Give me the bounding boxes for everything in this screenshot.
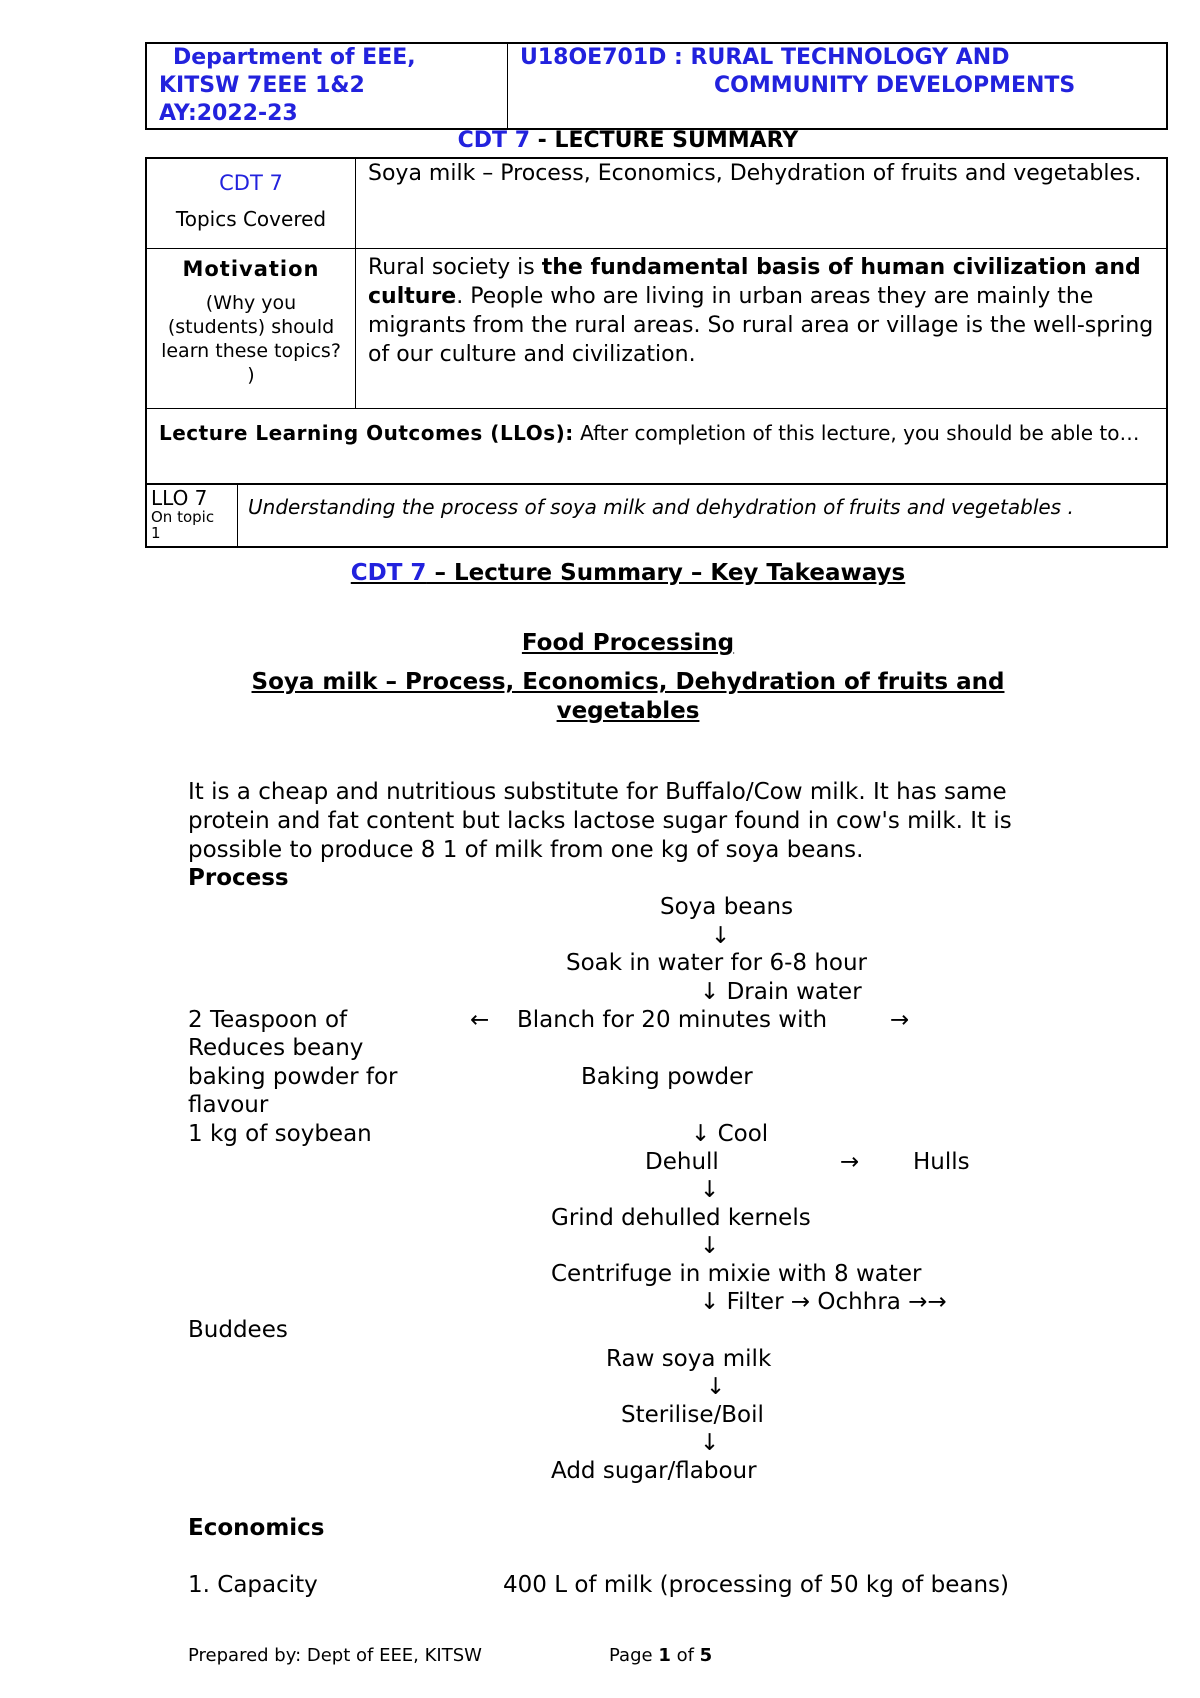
header-table [145,42,1168,130]
intro-line-2: protein and fat content but lacks lactose sugar found in cow's milk. It is [188,808,1012,834]
llo-id: LLO 7 [151,486,208,510]
topics-text: Soya milk – Process, Economics, Dehydration of fruits and vegetables. [368,161,1142,186]
llo-topic-line-1: On topic [151,508,215,526]
lecture-summary-title [0,128,1200,153]
food-processing-title: Food Processing [521,630,735,656]
flow-cool: ↓ Cool [691,1121,769,1147]
flow-baking: Baking powder [581,1064,753,1090]
footer-page-pre: Page [609,1645,659,1666]
footer-page-total: 5 [699,1645,713,1666]
footer-page-num: 1 [658,1645,671,1666]
course-line-2: COMMUNITY DEVELOPMENTS [714,73,1076,98]
flow-arrow-down-4: ↓ [706,1374,726,1400]
topics-covered-label: Topics Covered [175,207,327,231]
flow-hulls: Hulls [913,1149,970,1175]
flow-left-5: 1 kg of soybean [188,1121,372,1147]
llo-intro: After completion of this lecture, you should be able to… [573,420,1140,445]
flow-arrow-down-5: ↓ [700,1430,720,1456]
flow-sterilise: Sterilise/Boil [621,1402,764,1428]
cdt-cell [146,158,356,248]
motivation-text-cell [356,248,1168,408]
flow-raw-milk: Raw soya milk [606,1346,772,1372]
flow-filter: ↓ Filter → Ochhra →→ [700,1289,947,1315]
flow-arrow-down-3: ↓ [700,1233,720,1259]
llo-text-cell [238,485,1168,547]
llo-id-cell [146,485,238,547]
economics-item-1-label: 1. Capacity [188,1572,318,1598]
flow-arrow-right-1: → [890,1007,910,1033]
flow-left-3: baking powder for [188,1064,398,1090]
department-cell [146,43,508,129]
intro-line-1: It is a cheap and nutritious substitute for Buffalo/Cow milk. It has same [188,779,1007,805]
llo-topic-line-2: 1 [151,524,161,542]
footer-page-mid: of [670,1645,700,1666]
flow-dehull: Dehull [645,1149,719,1175]
intro-line-3: possible to produce 8 1 of milk from one kg of soya beans. [188,837,864,863]
flow-arrow-right-2: → [840,1149,860,1175]
flow-drain: ↓ Drain water [700,979,862,1005]
llo-intro-cell [146,408,1167,484]
economics-heading: Economics [188,1515,325,1541]
summary-title-text: - LECTURE SUMMARY [530,128,799,153]
flow-soya-beans: Soya beans [660,894,794,920]
motivation-post: . People who are living in urban areas they are mainly the migrants from the rural areas. So rural area or village is the well-spring of our culture and civilization. [368,283,1154,367]
course-line-1: U18OE701D : RURAL TECHNOLOGY AND [520,45,1010,70]
flow-left-2: Reduces beany [188,1035,364,1061]
flow-left-1: 2 Teaspoon of [188,1007,348,1033]
footer-page-number [609,1645,712,1666]
llo-heading: Lecture Learning Outcomes (LLOs): [159,420,574,445]
flow-arrow-left: ← [470,1007,490,1033]
motivation-label: Motivation [182,256,320,281]
economics-item-1-value: 400 L of milk (processing of 50 kg of beans) [503,1572,1010,1598]
process-heading: Process [188,865,289,891]
flow-soak: Soak in water for 6-8 hour [566,950,868,976]
summary-title-cdt: CDT 7 [457,128,531,153]
flow-centrifuge: Centrifuge in mixie with 8 water [551,1261,922,1287]
flow-left-4: flavour [188,1092,269,1118]
topics-cell [356,158,1168,248]
flow-blanch: Blanch for 20 minutes with [517,1007,828,1033]
llo-text: Understanding the process of soya milk and dehydration of fruits and vegetables . [248,495,1074,519]
motivation-bold: the fundamental basis of human civilization and culture [368,254,1141,309]
key-takeaways-title [0,560,1200,586]
flow-arrow-down-2: ↓ [700,1177,720,1203]
subtitle-line-1: Soya milk – Process, Economics, Dehydration of fruits and [251,669,1005,695]
llo-table [145,484,1168,548]
flow-add-sugar: Add sugar/flabour [551,1458,757,1484]
course-cell [508,43,1168,129]
flow-arrow-down-1: ↓ [711,923,731,949]
motivation-pre: Rural society is [368,254,542,280]
cdt-label: CDT 7 [219,171,283,195]
dept-line-3: AY:2022-23 [159,101,298,126]
takeaways-title-text: – Lecture Summary – Key Takeaways [426,560,906,586]
flow-buddees: Buddees [188,1317,288,1343]
dept-line-2: KITSW 7EEE 1&2 [159,73,365,98]
footer-prepared-by: Prepared by: Dept of EEE, KITSW [188,1645,482,1666]
dept-line-1: Department of EEE, [173,45,416,70]
flow-grind: Grind dehulled kernels [551,1205,811,1231]
summary-table [145,157,1168,485]
motivation-label-cell [146,248,356,408]
subtitle-line-2: vegetables [556,698,700,724]
takeaways-cdt: CDT 7 [350,560,427,586]
motivation-sub: (Why you (students) should learn these topics? ) [161,291,341,386]
